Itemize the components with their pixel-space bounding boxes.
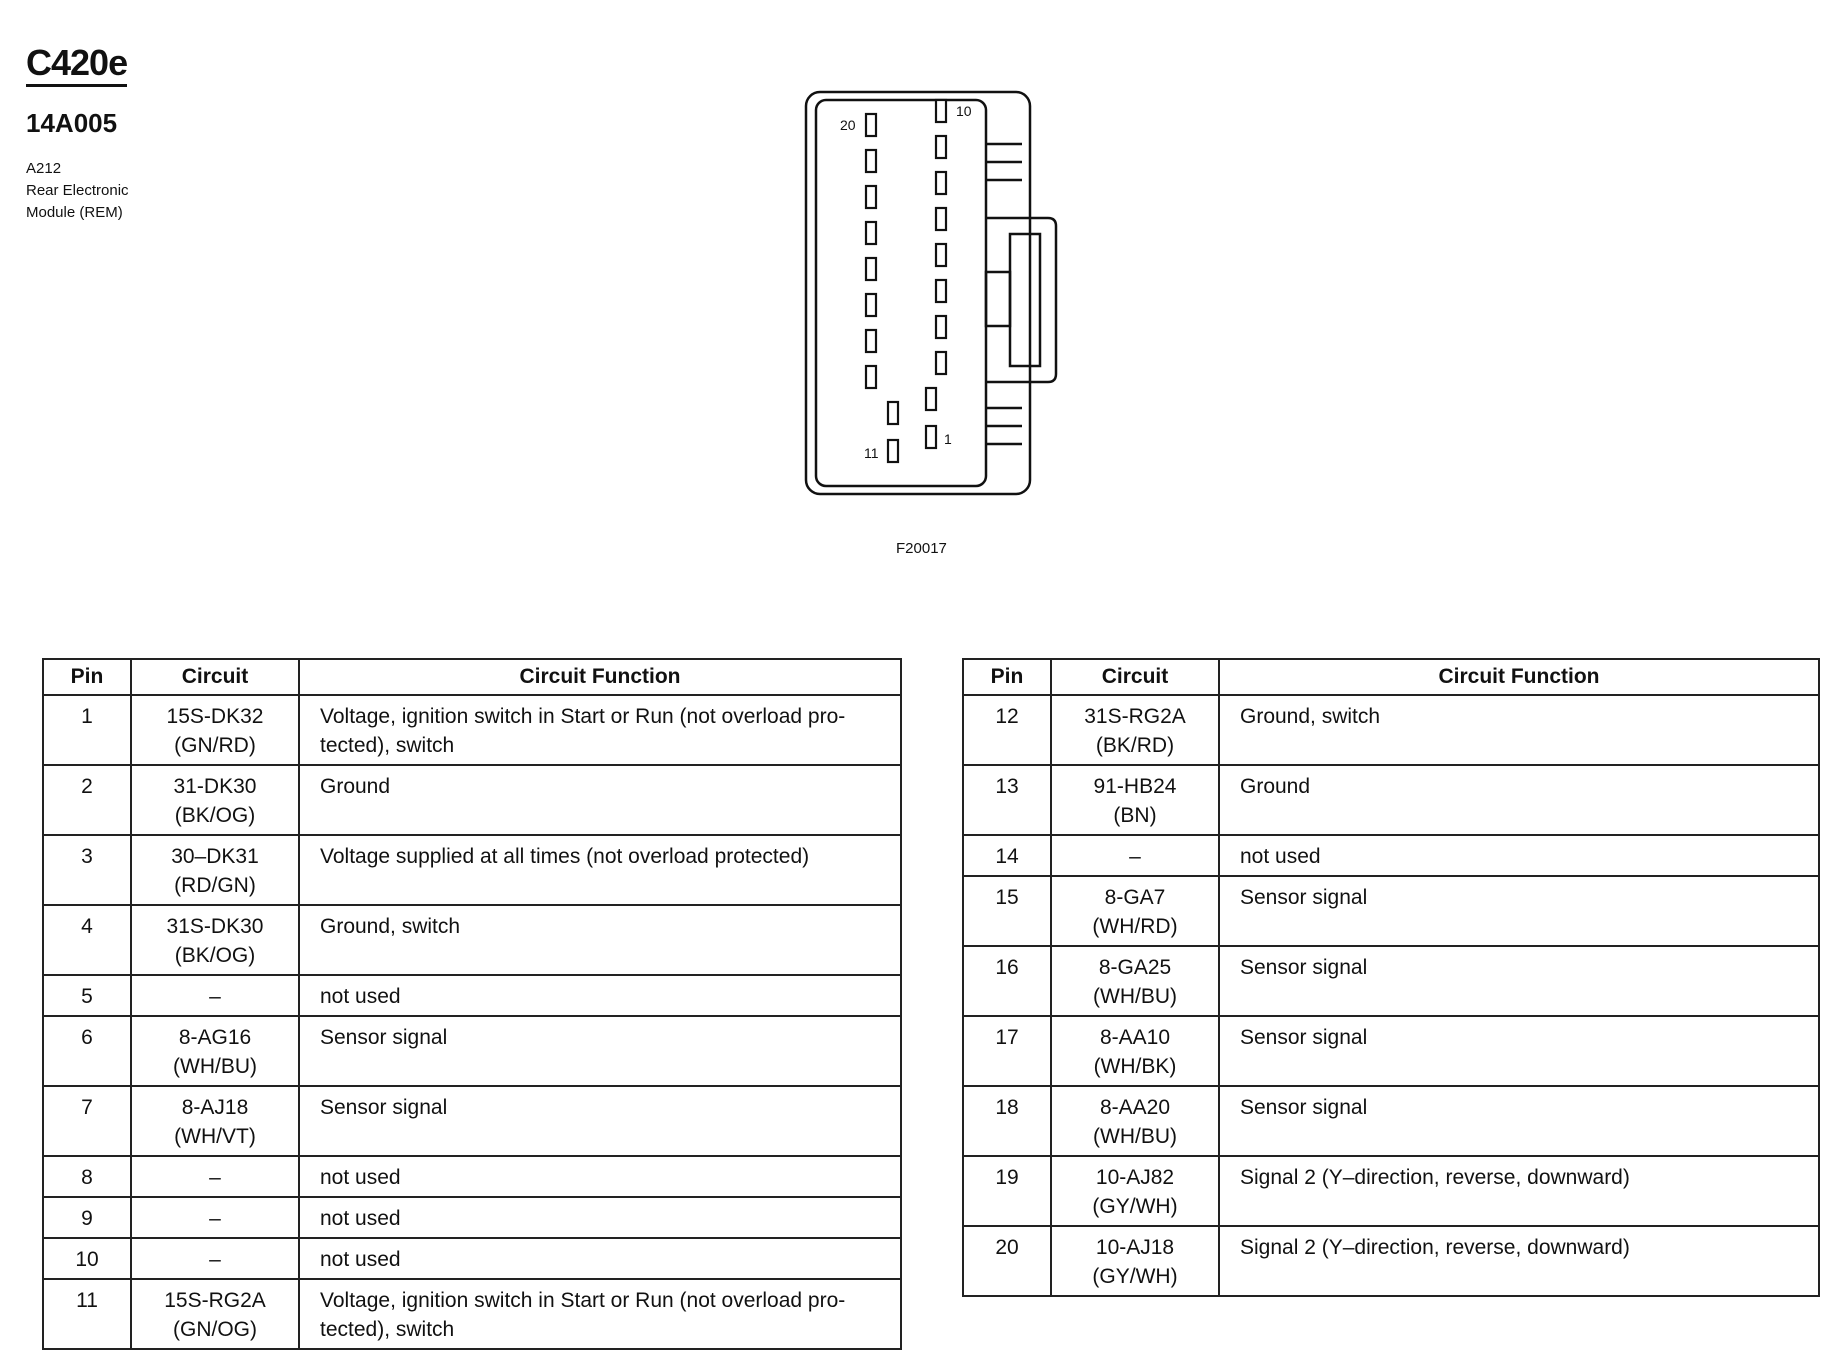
circuit-function-cell: [1219, 695, 1819, 765]
circuit-cell: [1051, 1156, 1219, 1226]
part-number: 14A005: [26, 108, 118, 138]
pin-table-left: [42, 658, 902, 1350]
circuit-id: –: [209, 985, 221, 1008]
latch-rib-lower: [986, 408, 1022, 444]
circuit-function-cell: [299, 765, 901, 835]
circuit-id: 15S-DK32: [166, 705, 264, 728]
circuit-function: Signal 2 (Y–direction, reverse, downward): [1240, 1166, 1630, 1189]
circuit-function: Ground: [320, 775, 391, 798]
circuit-cell: [131, 905, 299, 975]
wire-color: (GN/RD): [174, 734, 256, 757]
cavity-3: [936, 352, 946, 374]
circuit-function: Sensor signal: [1240, 886, 1368, 909]
pin-label-1: 1: [944, 431, 952, 447]
cavity-12: [888, 402, 898, 424]
cavity-13: [866, 366, 876, 388]
circuit-function: Signal 2 (Y–direction, reverse, downward): [1240, 1236, 1630, 1259]
table-row: [963, 876, 1819, 946]
locking-tab: [986, 218, 1056, 382]
circuit-cell: [1051, 876, 1219, 946]
figure-id: F20017: [896, 540, 947, 557]
circuit-function: Ground, switch: [1240, 705, 1381, 728]
circuit-cell: [131, 835, 299, 905]
circuit-function-cell: [299, 1197, 901, 1238]
table-row: [43, 1016, 901, 1086]
circuit-id: 10-AJ82: [1095, 1166, 1175, 1189]
table-row: [963, 1086, 1819, 1156]
circuit-id: –: [209, 1248, 221, 1271]
circuit-cell: [1051, 1086, 1219, 1156]
cavity-18: [866, 186, 876, 208]
locking-tab-slot: [986, 272, 1010, 326]
circuit-cell: [1051, 1226, 1219, 1296]
circuit-function-cell: [299, 1238, 901, 1279]
header-circuit: Circuit: [131, 659, 299, 695]
circuit-function-cell: [1219, 1016, 1819, 1086]
pin-number: 19: [963, 1156, 1051, 1226]
table-row: [963, 946, 1819, 1016]
pin-label-11: 11: [864, 445, 879, 461]
table-row: [963, 695, 1819, 765]
pin-number: 8: [43, 1156, 131, 1197]
circuit-id: –: [209, 1207, 221, 1230]
pin-table-right: [962, 658, 1820, 1297]
circuit-id: –: [1129, 845, 1141, 868]
circuit-id: 31S-DK30: [166, 915, 264, 938]
circuit-id: 31S-RG2A: [1084, 705, 1186, 728]
cavity-20: [866, 114, 876, 136]
table-row: [43, 1238, 901, 1279]
circuit-id: 8-AG16: [178, 1026, 252, 1049]
table-row: [963, 1016, 1819, 1086]
table-row: [43, 835, 901, 905]
pin-number: 18: [963, 1086, 1051, 1156]
circuit-cell: [131, 1279, 299, 1349]
connector-inner-wall: [816, 100, 986, 486]
circuit-id: 8-GA25: [1098, 956, 1172, 979]
table-row: [43, 765, 901, 835]
circuit-id: –: [209, 1166, 221, 1189]
circuit-function: Sensor signal: [1240, 956, 1368, 979]
pin-number: 13: [963, 765, 1051, 835]
circuit-function-cell: [1219, 1156, 1819, 1226]
wire-color: (BN): [1113, 804, 1157, 827]
table-row: [43, 1279, 901, 1349]
circuit-function-cell: [299, 835, 901, 905]
circuit-cell: [1051, 1016, 1219, 1086]
circuit-function: not used: [320, 1248, 401, 1271]
wire-color: (GY/WH): [1092, 1265, 1178, 1288]
circuit-function-cont: tected), switch: [320, 734, 455, 757]
circuit-cell: [1051, 835, 1219, 876]
table-row: [43, 975, 901, 1016]
circuit-function: Ground, switch: [320, 915, 461, 938]
component-description: [26, 158, 129, 224]
pin-number: 3: [43, 835, 131, 905]
component-name-line2: Module (REM): [26, 204, 123, 221]
circuit-function: not used: [320, 1166, 401, 1189]
circuit-function: Voltage, ignition switch in Start or Run (not overload pro-: [320, 705, 846, 728]
table-row: [43, 1156, 901, 1197]
circuit-function: not used: [1240, 845, 1321, 868]
circuit-id: 8-AJ18: [181, 1096, 249, 1119]
pin-number: 11: [43, 1279, 131, 1349]
wire-color: (RD/GN): [174, 874, 256, 897]
cavity-19: [866, 150, 876, 172]
pin-number: 14: [963, 835, 1051, 876]
circuit-function: Ground: [1240, 775, 1311, 798]
cavity-9: [936, 136, 946, 158]
table-header-row: [963, 659, 1819, 695]
pin-number: 7: [43, 1086, 131, 1156]
circuit-cell: [131, 1197, 299, 1238]
wire-color: (WH/RD): [1092, 915, 1178, 938]
circuit-function-cell: [1219, 946, 1819, 1016]
cavity-7: [936, 208, 946, 230]
cavity-6: [936, 244, 946, 266]
circuit-function-cell: [299, 1156, 901, 1197]
circuit-id: 8-AA10: [1099, 1026, 1171, 1049]
pin-label-10: 10: [956, 103, 972, 119]
table-row: [43, 1086, 901, 1156]
circuit-function: Sensor signal: [320, 1026, 448, 1049]
cavity-15: [866, 294, 876, 316]
connector-id: C420e: [26, 44, 127, 87]
circuit-function: Sensor signal: [320, 1096, 448, 1119]
circuit-cell: [131, 1156, 299, 1197]
pin-number: 16: [963, 946, 1051, 1016]
pin-number: 4: [43, 905, 131, 975]
circuit-cell: [131, 1016, 299, 1086]
circuit-cell: [131, 765, 299, 835]
table-row: [963, 1226, 1819, 1296]
table-header-row: [43, 659, 901, 695]
latch-rib-upper: [986, 144, 1022, 180]
circuit-function: Voltage, ignition switch in Start or Run (not overload pro-: [320, 1289, 846, 1312]
pin-label-20: 20: [840, 117, 856, 133]
wire-color: (WH/BK): [1093, 1055, 1177, 1078]
circuit-id: 15S-RG2A: [164, 1289, 266, 1312]
wire-color: (GY/WH): [1092, 1195, 1178, 1218]
header-pin: Pin: [963, 659, 1051, 695]
header-function: Circuit Function: [1219, 659, 1819, 695]
cavity-2: [926, 388, 936, 410]
table-row: [963, 765, 1819, 835]
locking-tab-inner: [1010, 234, 1040, 366]
circuit-id: 10-AJ18: [1095, 1236, 1175, 1259]
pin-number: 10: [43, 1238, 131, 1279]
circuit-cell: [1051, 695, 1219, 765]
table-row: [43, 695, 901, 765]
pin-number: 2: [43, 765, 131, 835]
circuit-function-cell: [299, 1086, 901, 1156]
cavity-5: [936, 280, 946, 302]
pin-number: 6: [43, 1016, 131, 1086]
circuit-id: 91-HB24: [1093, 775, 1177, 798]
pin-number: 20: [963, 1226, 1051, 1296]
circuit-function: not used: [320, 1207, 401, 1230]
connector-shell: [806, 92, 1030, 494]
cavity-1: [926, 426, 936, 448]
circuit-function-cell: [1219, 1226, 1819, 1296]
table-row: [963, 835, 1819, 876]
wire-color: (BK/RD): [1095, 734, 1175, 757]
wire-color: (WH/BU): [173, 1055, 257, 1078]
circuit-function: Voltage supplied at all times (not overload protected): [320, 845, 810, 868]
circuit-cell: [131, 695, 299, 765]
cavity-17: [866, 222, 876, 244]
header-function: Circuit Function: [299, 659, 901, 695]
wire-color: (GN/OG): [173, 1318, 257, 1341]
pin-number: 17: [963, 1016, 1051, 1086]
cavity-14: [866, 330, 876, 352]
circuit-cell: [1051, 946, 1219, 1016]
component-code: A212: [26, 160, 62, 177]
circuit-function-cell: [299, 1279, 901, 1349]
cavity-11: [888, 440, 898, 462]
cavity-16: [866, 258, 876, 280]
circuit-id: 30–DK31: [171, 845, 259, 868]
wire-color: (BK/OG): [174, 944, 256, 967]
circuit-cell: [131, 1238, 299, 1279]
cavity-4: [936, 316, 946, 338]
circuit-cell: [131, 1086, 299, 1156]
circuit-function-cell: [299, 1016, 901, 1086]
pin-number: 5: [43, 975, 131, 1016]
circuit-id: 31-DK30: [173, 775, 257, 798]
circuit-function-cell: [1219, 1086, 1819, 1156]
circuit-cell: [1051, 765, 1219, 835]
circuit-function-cont: tected), switch: [320, 1318, 455, 1341]
circuit-function-cell: [1219, 765, 1819, 835]
cavity-10: [936, 100, 946, 122]
circuit-id: 8-GA7: [1104, 886, 1166, 909]
component-name-line1: Rear Electronic: [26, 182, 129, 199]
connector-face-diagram: [800, 86, 1080, 506]
wire-color: (WH/BU): [1093, 985, 1177, 1008]
circuit-function-cell: [299, 695, 901, 765]
circuit-id: 8-AA20: [1099, 1096, 1171, 1119]
pin-number: 12: [963, 695, 1051, 765]
pin-number: 15: [963, 876, 1051, 946]
table-row: [43, 905, 901, 975]
pin-cavities: [866, 100, 946, 462]
circuit-function-cell: [299, 975, 901, 1016]
cavity-8: [936, 172, 946, 194]
circuit-function: Sensor signal: [1240, 1026, 1368, 1049]
circuit-function-cell: [1219, 835, 1819, 876]
circuit-cell: [131, 975, 299, 1016]
table-row: [43, 1197, 901, 1238]
wire-color: (BK/OG): [174, 804, 256, 827]
table-row: [963, 1156, 1819, 1226]
pin-number: 9: [43, 1197, 131, 1238]
wire-color: (WH/BU): [1093, 1125, 1177, 1148]
pin-number: 1: [43, 695, 131, 765]
circuit-function: Sensor signal: [1240, 1096, 1368, 1119]
header-circuit: Circuit: [1051, 659, 1219, 695]
wire-color: (WH/VT): [174, 1125, 256, 1148]
circuit-function-cell: [299, 905, 901, 975]
circuit-function: not used: [320, 985, 401, 1008]
header-pin: Pin: [43, 659, 131, 695]
circuit-function-cell: [1219, 876, 1819, 946]
